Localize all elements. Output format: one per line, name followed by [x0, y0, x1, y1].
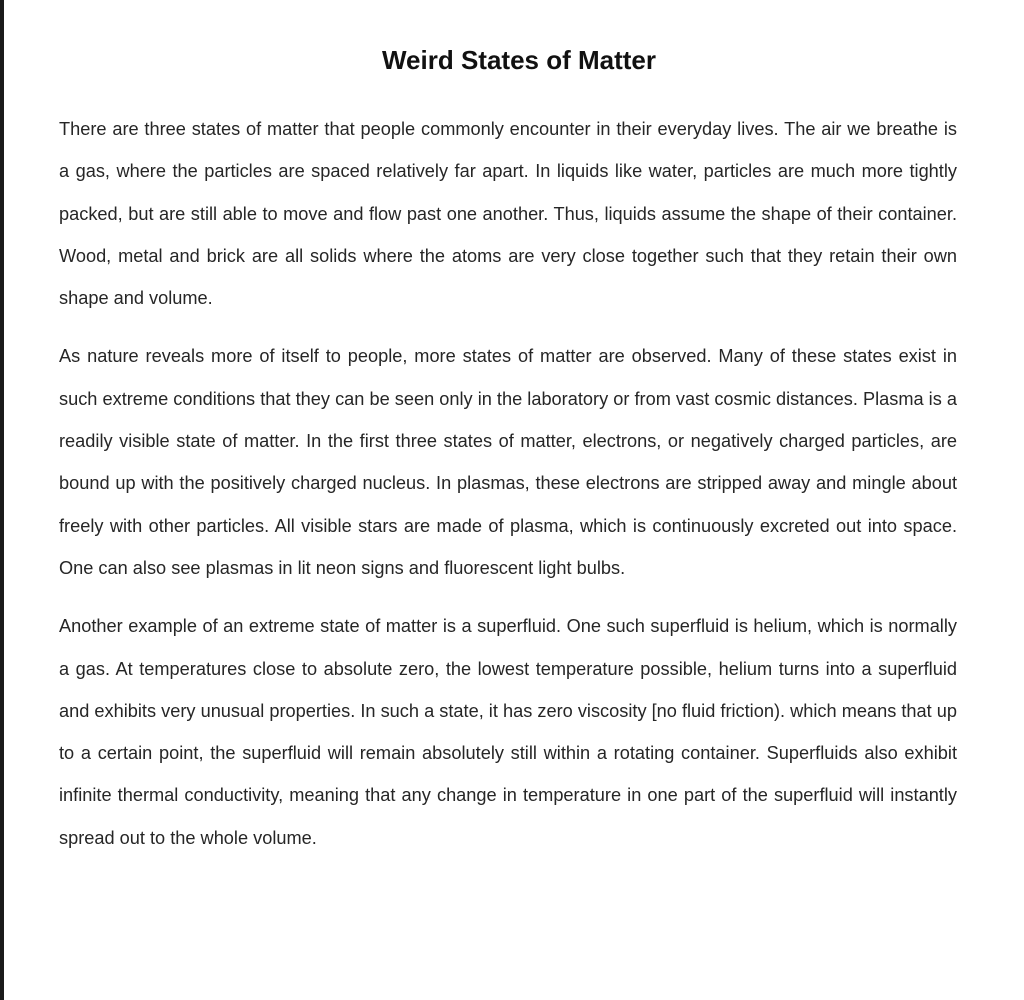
paragraph-3: Another example of an extreme state of matter is a superfluid. One such superfluid is helium, which is normally a gas. At temperatures close to absolute zero, the lowest temperature possible, helium turns into a superfluid and exhibits very unusual properties. In such a state, it has zero viscosity [no fluid friction). which means that up to a certain point, the superfluid will remain absolutely still within a rotating container. Superfluids also exhibit infinite thermal conductivity, meaning that any change in temperature in one part of the superfluid will instantly spread out to the whole volume. — [59, 616, 957, 848]
paragraph-1: There are three states of matter that people commonly encounter in their everyday lives. The air we breathe is a gas, where the particles are spaced relatively far apart. In liquids like water, particles are much more tightly packed, but are still able to move and flow past one another. Thus, liquids assume the shape of their container. Wood, metal and brick are all solids where the atoms are very close together such that they retain their own shape and volume. — [59, 119, 957, 309]
document-page — [59, 38, 957, 875]
paragraph-2: As nature reveals more of itself to people, more states of matter are observed. Many of these states exist in such extreme conditions that they can be seen only in the laboratory or from vast cosmic distances. Plasma is a readily visible state of matter. In the first three states of matter, electrons, or negatively charged particles, are bound up with the positively charged nucleus. In plasmas, these electrons are stripped away and mingle about freely with other particles. All visible stars are made of plasma, which is continuously excreted out into space. One can also see plasmas in lit neon signs and fluorescent light bulbs. — [59, 346, 957, 578]
page-left-border — [0, 0, 4, 1000]
document-title: Weird States of Matter — [381, 45, 656, 75]
